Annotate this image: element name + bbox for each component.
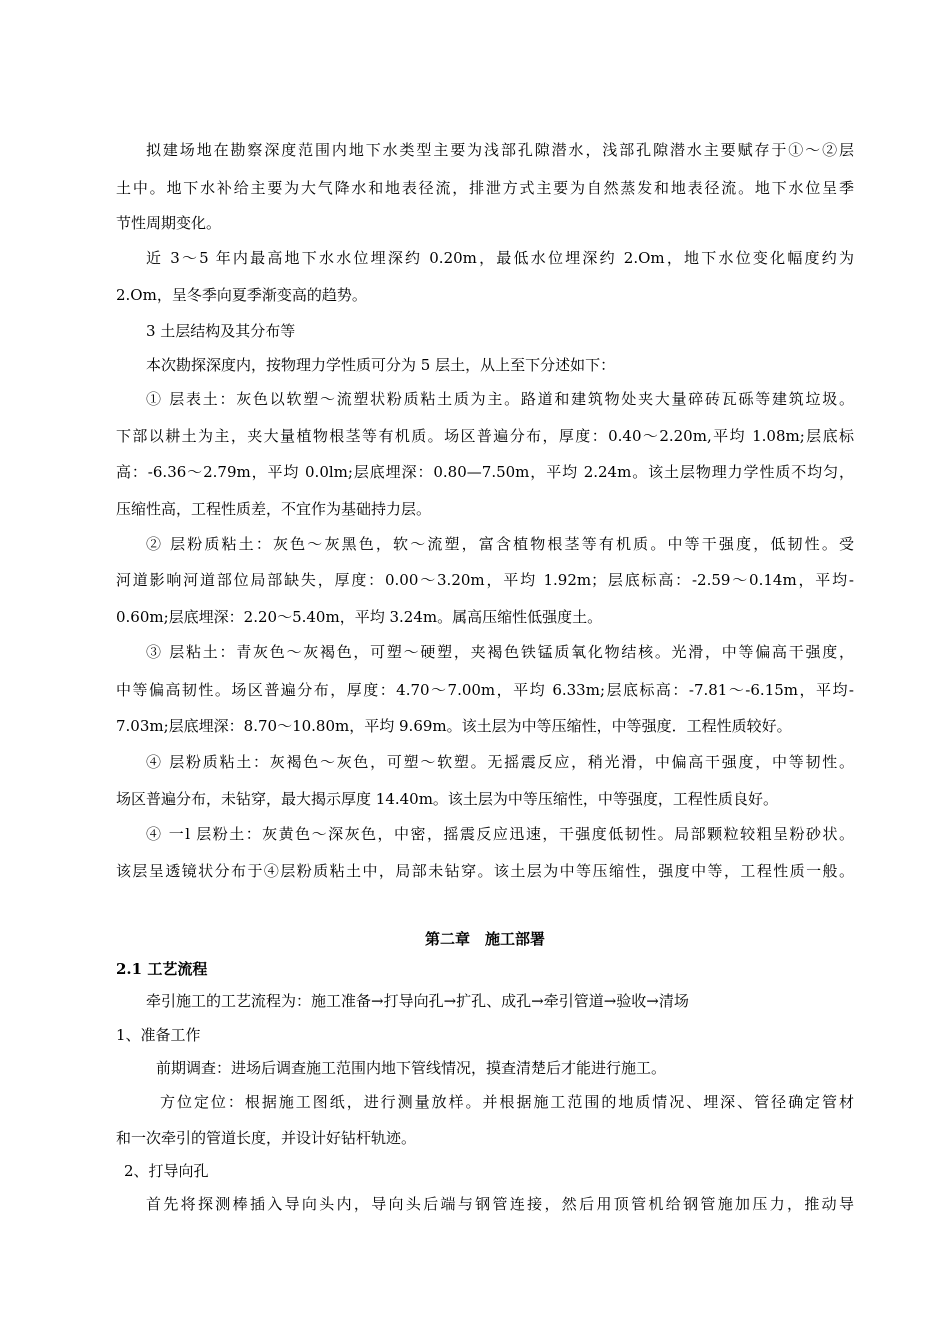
- chapter-title: 第二章 施工部署: [424, 930, 545, 948]
- paragraph-line: 拟建场地在勘察深度范围内地下水类型主要为浅部孔隙潜水，浅部孔隙潜水主要赋存于①～②层: [146, 141, 854, 159]
- paragraph-line: 2.Om，呈冬季向夏季渐变高的趋势。: [116, 286, 367, 304]
- paragraph-line: ① 层表土：灰色以软塑～流塑状粉质粘土质为主。路道和建筑物处夹大量碎砖瓦砾等建筑垃圾。: [146, 390, 854, 408]
- paragraph-line: ③ 层粘土：青灰色～灰褐色，可塑～硬塑，夹褐色铁锰质氧化物结核。光滑，中等偏高干强度，: [146, 643, 854, 661]
- paragraph-line: 中等偏高韧性。场区普遍分布，厚度：4.70～7.00m，平均 6.33m;层底标高：-7.81～-6.15m，平均-: [116, 681, 854, 699]
- paragraph-line: 节性周期变化。: [116, 214, 222, 232]
- paragraph-line: 土中。地下水补给主要为大气降水和地表径流，排泄方式主要为自然蒸发和地表径流。地下水位呈季: [116, 179, 854, 197]
- paragraph-line: 牵引施工的工艺流程为：施工准备→打导向孔→扩孔、成孔→牵引管道→验收→清场: [146, 992, 689, 1010]
- paragraph-line: 该层呈透镜状分布于④层粉质粘土中，局部未钻穿。该土层为中等压缩性，强度中等，工程性质一般。: [116, 862, 854, 880]
- paragraph-line: ④ 一l 层粉土：灰黄色～深灰色，中密，摇震反应迅速，干强度低韧性。局部颗粒较粗呈粉砂状。: [146, 825, 854, 843]
- section-heading: 3 土层结构及其分布等: [146, 322, 296, 340]
- paragraph-line: 近 3～5 年内最高地下水水位埋深约 0.20m，最低水位埋深约 2.Om，地下水位变化幅度约为: [146, 249, 854, 267]
- section-heading: 2.1 工艺流程: [116, 960, 208, 978]
- paragraph-line: 7.03m;层底埋深：8.70～10.80m，平均 9.69m。该土层为中等压缩性，中等强度．工程性质较好。: [116, 717, 792, 735]
- paragraph-line: ② 层粉质粘土：灰色～灰黑色，软～流塑，富含植物根茎等有机质。中等干强度，低韧性。受: [146, 535, 854, 553]
- subsection-heading: 2、打导向孔: [124, 1162, 209, 1180]
- paragraph-line: 方位定位：根据施工图纸，进行测量放样。并根据施工范围的地质情况、埋深、管径确定管材: [160, 1093, 854, 1111]
- paragraph-line: 本次勘探深度内，按物理力学性质可分为 5 层土，从上至下分述如下：: [146, 356, 616, 374]
- paragraph-line: 和一次牵引的管道长度，并设计好钻杆轨迹。: [116, 1129, 417, 1147]
- subsection-heading: 1、准备工作: [116, 1026, 201, 1044]
- paragraph-line: 前期调查：进场后调查施工范围内地下管线情况，摸查清楚后才能进行施工。: [156, 1059, 667, 1077]
- paragraph-line: 下部以耕土为主，夹大量植物根茎等有机质。场区普遍分布，厚度：0.40～2.20m,平均 1.08m;层底标: [116, 427, 854, 445]
- paragraph-line: 高：-6.36～2.79m，平均 0.0lm;层底埋深：0.80—7.50m，平均 2.24m。该土层物理力学性质不均匀，: [116, 463, 854, 481]
- paragraph-line: ④ 层粉质粘土：灰褐色～灰色，可塑～软塑。无摇震反应，稍光滑，中偏高干强度，中等韧性。: [146, 753, 854, 771]
- paragraph-line: 压缩性高，工程性质差，不宜作为基础持力层。: [116, 500, 432, 518]
- paragraph-line: 首先将探测棒插入导向头内，导向头后端与钢管连接，然后用顶管机给钢管施加压力，推动导: [146, 1195, 854, 1213]
- paragraph-line: 场区普遍分布，未钻穿，最大揭示厚度 14.40m。该土层为中等压缩性，中等强度，工程性质良好。: [116, 790, 778, 808]
- paragraph-line: 河道影响河道部位局部缺失，厚度：0.00～3.20m，平均 1.92m；层底标高：-2.59～0.14m，平均-: [116, 571, 854, 589]
- paragraph-line: 0.60m;层底埋深：2.20～5.40m，平均 3.24m。属高压缩性低强度土。: [116, 608, 603, 626]
